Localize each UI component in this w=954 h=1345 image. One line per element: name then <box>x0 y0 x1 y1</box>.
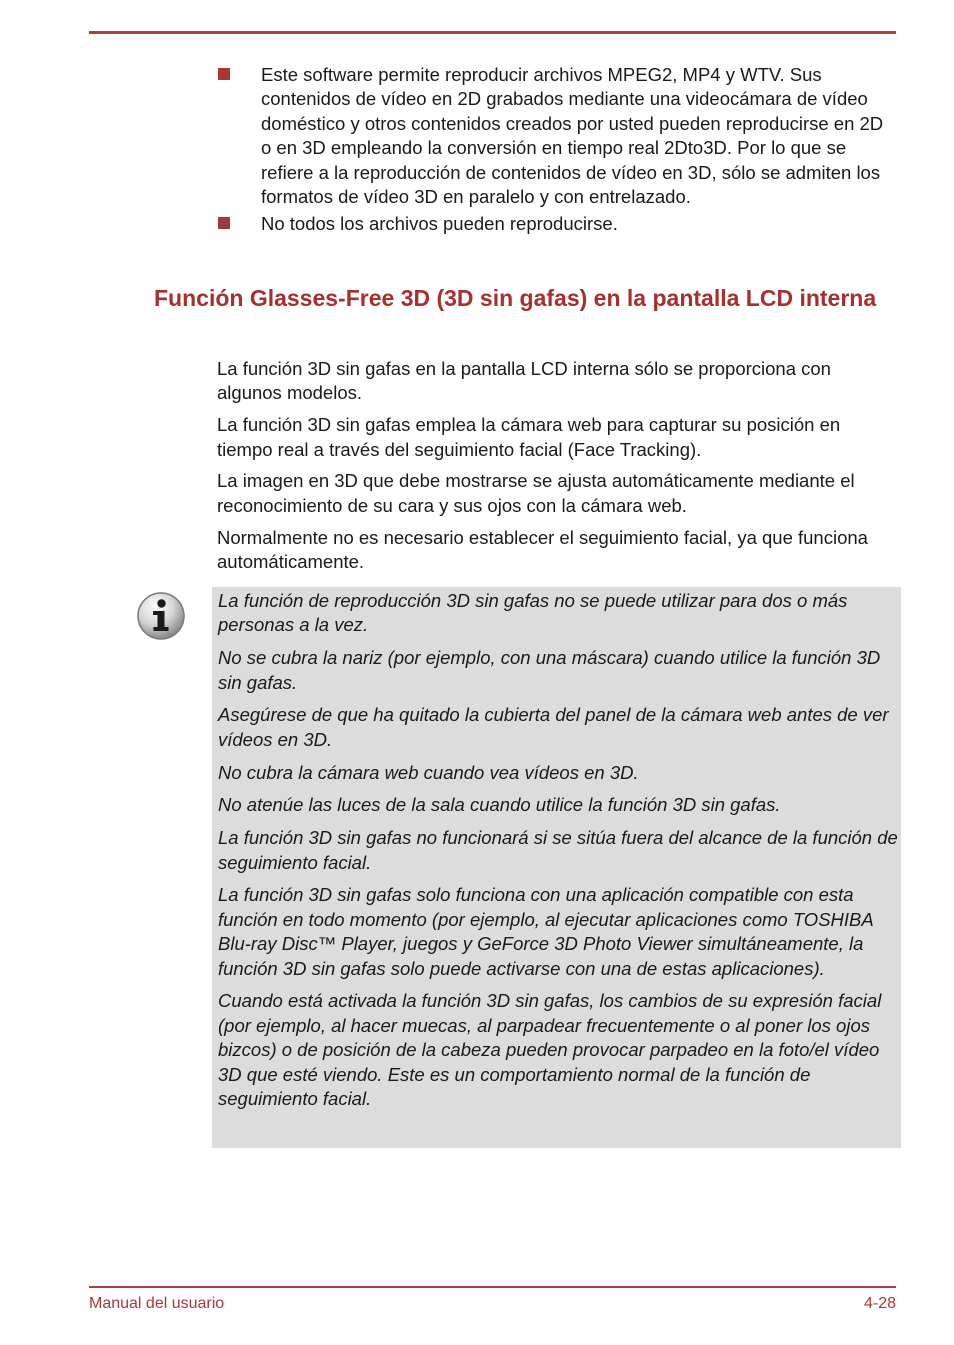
footer-title: Manual del usuario <box>89 1295 225 1312</box>
paragraph: La imagen en 3D que debe mostrarse se ajusta automáticamente mediante el reconocimiento de su cara y sus ojos con la cámara web. <box>217 470 855 516</box>
note-box <box>212 587 901 1148</box>
note-paragraph: Cuando está activada la función 3D sin gafas, los cambios de su expresión facial (por ejemplo, al hacer muecas, al parpadear frecuentemente o al poner los ojos bizcos) o de posición de la cabeza pueden provocar parpadeo en la foto/el vídeo 3D que esté viendo. Este es un comportamiento normal de la función de seguimiento facial. <box>218 990 882 1110</box>
bullet-text: Este software permite reproducir archivos MPEG2, MP4 y WTV. Sus contenidos de vídeo en 2D grabados mediante una videocámara de vídeo doméstico y otros contenidos creados por usted pueden reproducirse en 2D o en 3D empleando la conversión en tiempo real 2Dto3D. Por lo que se refiere a la reproducción de contenidos de vídeo en 3D, sólo se admiten los formatos de vídeo 3D en paralelo y con entrelazado. <box>261 64 884 208</box>
bullet-list <box>216 63 896 240</box>
section-body <box>217 357 897 582</box>
list-item <box>216 63 896 209</box>
paragraph: Normalmente no es necesario establecer el seguimiento facial, ya que funciona automáticamente. <box>217 526 868 573</box>
list-item <box>216 212 896 236</box>
note-paragraph: No cubra la cámara web cuando vea vídeos en 3D. <box>218 761 639 783</box>
bullet-text: No todos los archivos pueden reproducirse. <box>261 213 618 235</box>
note-paragraph: No se cubra la nariz (por ejemplo, con una máscara) cuando utilice la función 3D sin gafas. <box>218 647 881 693</box>
note-paragraph: No atenúe las luces de la sala cuando utilice la función 3D sin gafas. <box>218 794 781 816</box>
page-number: 4-28 <box>863 1295 896 1312</box>
square-bullet-icon <box>218 217 230 229</box>
note-paragraph: La función de reproducción 3D sin gafas no se puede utilizar para dos o más personas a la vez. <box>218 590 848 636</box>
note-paragraph: Asegúrese de que ha quitado la cubierta del panel de la cámara web antes de ver vídeos en 3D. <box>218 704 889 750</box>
note-paragraph: La función 3D sin gafas no funcionará si se sitúa fuera del alcance de la función de seguimiento facial. <box>218 827 898 873</box>
section-heading: Función Glasses-Free 3D (3D sin gafas) en la pantalla LCD interna <box>154 285 877 311</box>
square-bullet-icon <box>218 68 230 80</box>
footer-rule <box>89 1286 896 1288</box>
paragraph: La función 3D sin gafas en la pantalla LCD interna sólo se proporciona con algunos modelos. <box>217 358 831 404</box>
note-content <box>218 589 898 1120</box>
header-rule <box>89 31 896 34</box>
info-icon <box>136 591 186 641</box>
note-paragraph: La función 3D sin gafas solo funciona con una aplicación compatible con esta función en todo momento (por ejemplo, al ejecutar aplicaciones como TOSHIBA Blu-ray Disc™ Player, juegos y GeForce 3D Photo Viewer simultáneamente, la función 3D sin gafas solo puede activarse con una de estas aplicaciones). <box>218 884 874 979</box>
paragraph: La función 3D sin gafas emplea la cámara web para capturar su posición en tiempo real a través del seguimiento facial (Face Tracking). <box>217 414 841 460</box>
